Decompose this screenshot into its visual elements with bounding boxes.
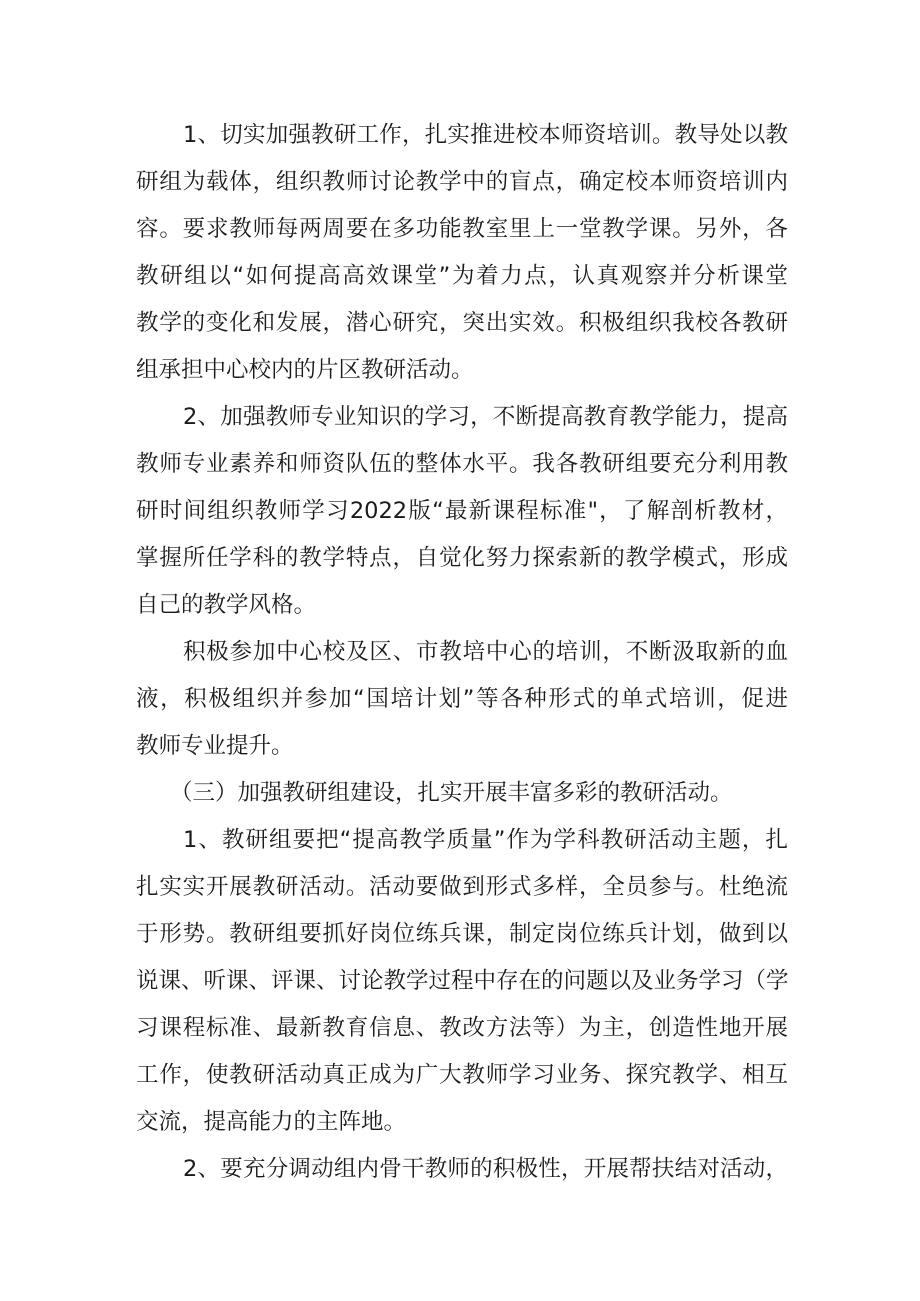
text-line: 教师专业素养和师资队伍的整体水平。我各教研组要充分利用教 xyxy=(136,451,788,477)
text-line: 组承担中心校内的片区教研活动。 xyxy=(136,357,474,383)
text-line: 教研组以“如何提高高效课堂”为着力点，认真观察并分析课堂 xyxy=(136,263,788,289)
text-line: 2、要充分调动组内骨干教师的积极性，开展帮扶结对活动， xyxy=(183,1156,788,1182)
text-line: 液，积极组织并参加“国培计划”等各种形式的单式培训，促进 xyxy=(136,686,788,712)
text-line: 容。要求教师每两周要在多功能教室里上一堂教学课。另外，各 xyxy=(136,216,788,242)
text-line: 掌握所任学科的教学特点，自觉化努力探索新的教学模式，形成 xyxy=(136,545,788,571)
text-line: 研时间组织教师学习2022版“最新课程标准"，了解剖析教材， xyxy=(136,498,788,524)
text-line: 于形势。教研组要抓好岗位练兵课，制定岗位练兵计划，做到以 xyxy=(136,921,788,947)
text-line: 2、加强教师专业知识的学习，不断提高教育教学能力，提高 xyxy=(183,404,788,430)
text-line: 交流，提高能力的主阵地。 xyxy=(136,1109,407,1135)
text-line: 教学的变化和发展，潜心研究，突出实效。积极组织我校各教研 xyxy=(136,310,788,336)
text-line: 1、切实加强教研工作，扎实推进校本师资培训。教导处以教 xyxy=(183,122,788,148)
section-heading: （三）加强教研组建设，扎实开展丰富多彩的教研活动。 xyxy=(170,780,733,806)
text-line: 教师专业提升。 xyxy=(136,733,294,759)
text-line: 1、教研组要把“提高教学质量”作为学科教研活动主题，扎 xyxy=(183,827,788,853)
text-line: 扎实实开展教研活动。活动要做到形式多样，全员参与。杜绝流 xyxy=(136,874,788,900)
text-line: 自己的教学风格。 xyxy=(136,592,317,618)
text-line: 积极参加中心校及区、市教培中心的培训，不断汲取新的血 xyxy=(183,639,788,665)
text-line: 习课程标准、最新教育信息、教改方法等）为主，创造性地开展 xyxy=(136,1015,788,1041)
text-line: 说课、听课、评课、讨论教学过程中存在的问题以及业务学习（学 xyxy=(136,968,789,994)
text-line: 研组为载体，组织教师讨论教学中的盲点，确定校本师资培训内 xyxy=(136,169,788,195)
text-line: 工作，使教研活动真正成为广大教师学习业务、探究教学、相互 xyxy=(136,1062,788,1088)
